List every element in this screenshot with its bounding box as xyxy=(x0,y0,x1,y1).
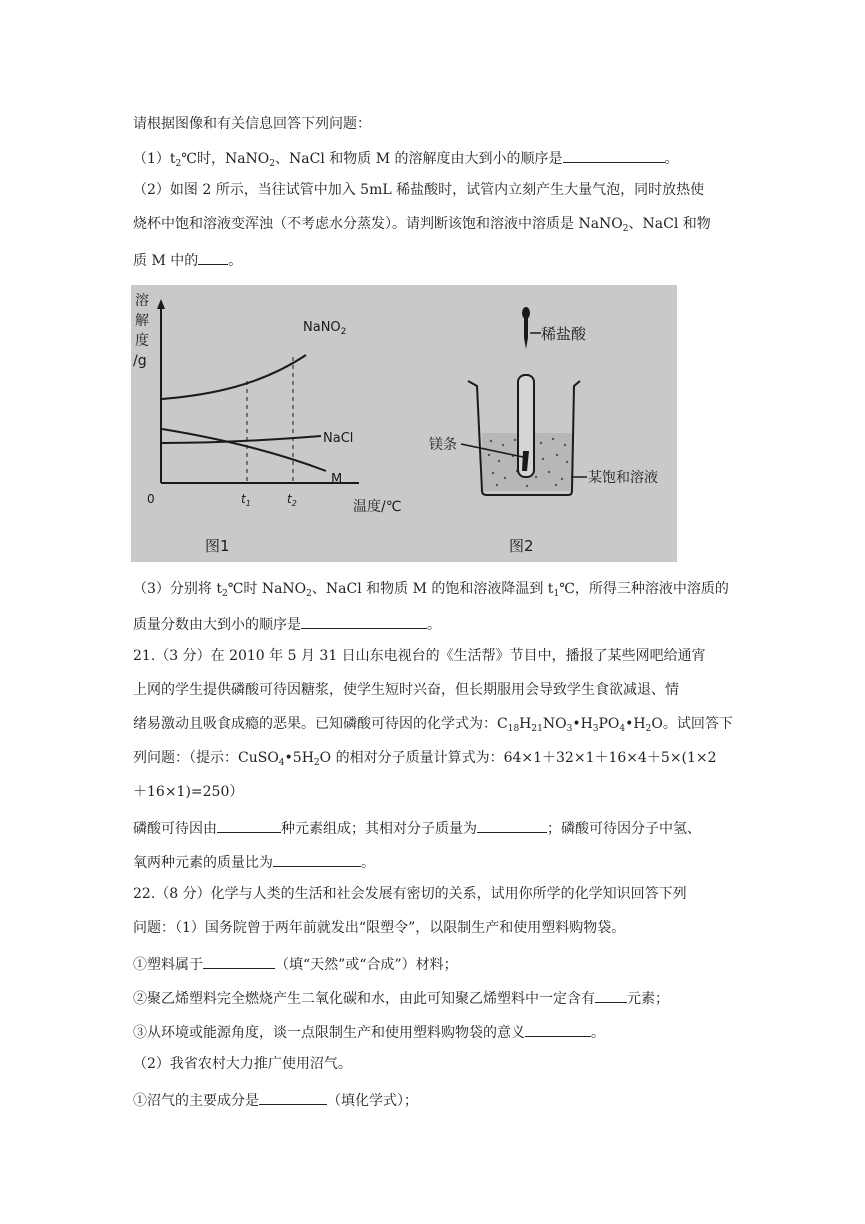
question-21-line-6: 磷酸可待因由 种元素组成；其相对分子质量为 ；磷酸可待因分子中氢、 xyxy=(133,816,701,839)
dropper-bulb xyxy=(522,307,530,319)
curve-nano2 xyxy=(162,355,306,399)
figure-1 xyxy=(133,292,401,555)
question-22-line-1: 22.（8 分）化学与人类的生活和社会发展有密切的关系，试用你所学的化学知识回答下列 xyxy=(133,886,687,902)
question-21-line-3: 绪易激动且吸食成瘾的恶果。已知磷酸可待因的化学式为：$C_{18}H_{21}NO_3•H_3PO_4•H_2O$。试回答下 xyxy=(133,716,733,734)
dropper-tip xyxy=(524,338,528,349)
answer-blank[interactable] xyxy=(301,612,427,629)
t2-label: $t_2$ xyxy=(287,492,297,508)
x-axis-label: 温度/℃ xyxy=(353,499,402,515)
question-22-line-4: ②聚乙烯塑料完全燃烧产生二氧化碳和水，由此可知聚乙烯塑料中一定含有 元素； xyxy=(133,986,669,1009)
answer-blank[interactable] xyxy=(203,952,275,969)
question-22-line-2: 问题：（1）国务院曾于两年前就发出“限塑令”，以限制生产和使用塑料购物袋。 xyxy=(133,920,626,936)
intro-line: 请根据图像和有关信息回答下列问题： xyxy=(133,116,371,132)
label-acid: 稀盐酸 xyxy=(541,325,587,343)
answer-blank[interactable] xyxy=(477,816,547,833)
question-21-line-4: 列问题：（提示：$CuSO_4•5H_2O$ 的相对分子质量计算式为：64×1＋32×1＋16×4＋5×(1×2 xyxy=(133,750,717,768)
answer-blank[interactable] xyxy=(217,816,281,833)
question-21-line-2: 上网的学生提供磷酸可待因糖浆，使学生短时兴奋，但长期服用会导致学生食欲减退、情 xyxy=(133,682,679,698)
figure-1-caption: 图1 xyxy=(205,537,230,555)
figure-2-caption: 图2 xyxy=(509,537,534,555)
question-22-line-5: ③从环境或能源角度，谈一点限制生产和使用塑料购物袋的意义 。 xyxy=(133,1020,605,1043)
question-3-line-1: （3）分别将 $t_2℃$时 NaNO$_2$、NaCl 和物质 M 的饱和溶液降温到 $t_1℃$，所得三种溶液中溶质的 xyxy=(133,581,729,599)
question-21-line-7: 氧两种元素的质量比为 。 xyxy=(133,850,375,873)
answer-blank[interactable] xyxy=(198,248,228,265)
t1-label: $t_1$ xyxy=(241,492,251,508)
question-21-line-1: 21.（3 分）在 2010 年 5 月 31 日山东电视台的《生活帮》节目中，播报了某些网吧给通宵 xyxy=(133,648,706,664)
label-m: M xyxy=(331,472,343,487)
y-axis-label-2: 解 xyxy=(135,313,149,329)
question-22-line-7: ①沼气的主要成分是 （填化学式）； xyxy=(133,1088,418,1111)
label-ribbon: 镁条 xyxy=(429,437,457,453)
figure-2 xyxy=(429,307,658,555)
question-1: $(1)t_2℃$时，NaNO$_2$、NaCl 和物质 M 的溶解度由大到小的顺序是 。 xyxy=(133,146,679,174)
label-solution: 某饱和溶液 xyxy=(588,470,658,486)
question-22-line-6: （2）我省农村大力推广使用沼气。 xyxy=(133,1056,352,1072)
question-2-line-1: （2）如图 2 所示，当往试管中加入 5mL 稀盐酸时，试管内立刻产生大量气泡，同时放热使 xyxy=(133,182,705,198)
figure-svg xyxy=(131,285,677,562)
question-2-line-2: 烧杯中饱和溶液变浑浊（不考虑水分蒸发）。请判断该饱和溶液中溶质是 NaNO$_2$、NaCl 和物 xyxy=(133,216,711,234)
question-3-line-2: 质量分数由大到小的顺序是 。 xyxy=(133,612,441,635)
answer-blank[interactable] xyxy=(273,850,361,867)
question-22-line-3: ①塑料属于 （填“天然”或“合成”）材料； xyxy=(133,952,458,975)
y-axis-label-4: /g xyxy=(133,353,147,369)
y-axis-arrow-icon xyxy=(157,299,165,309)
dropper-tube xyxy=(524,318,528,338)
curve-m xyxy=(162,429,326,471)
answer-blank[interactable] xyxy=(563,146,665,163)
answer-blank[interactable] xyxy=(525,1020,591,1037)
y-axis-label-1: 溶 xyxy=(135,293,149,309)
question-21-line-5: ＋16×1)=250） xyxy=(133,784,244,800)
question-2-line-3: 质 M 中的 。 xyxy=(133,248,242,271)
figure-panel xyxy=(131,285,677,562)
answer-blank[interactable] xyxy=(595,986,627,1003)
origin-label: 0 xyxy=(147,492,155,506)
label-nano2: NaNO$_2$ xyxy=(303,320,347,337)
answer-blank[interactable] xyxy=(259,1088,327,1105)
curve-nacl xyxy=(162,436,321,443)
y-axis-label-3: 度 xyxy=(135,333,149,349)
label-nacl: NaCl xyxy=(323,431,354,446)
